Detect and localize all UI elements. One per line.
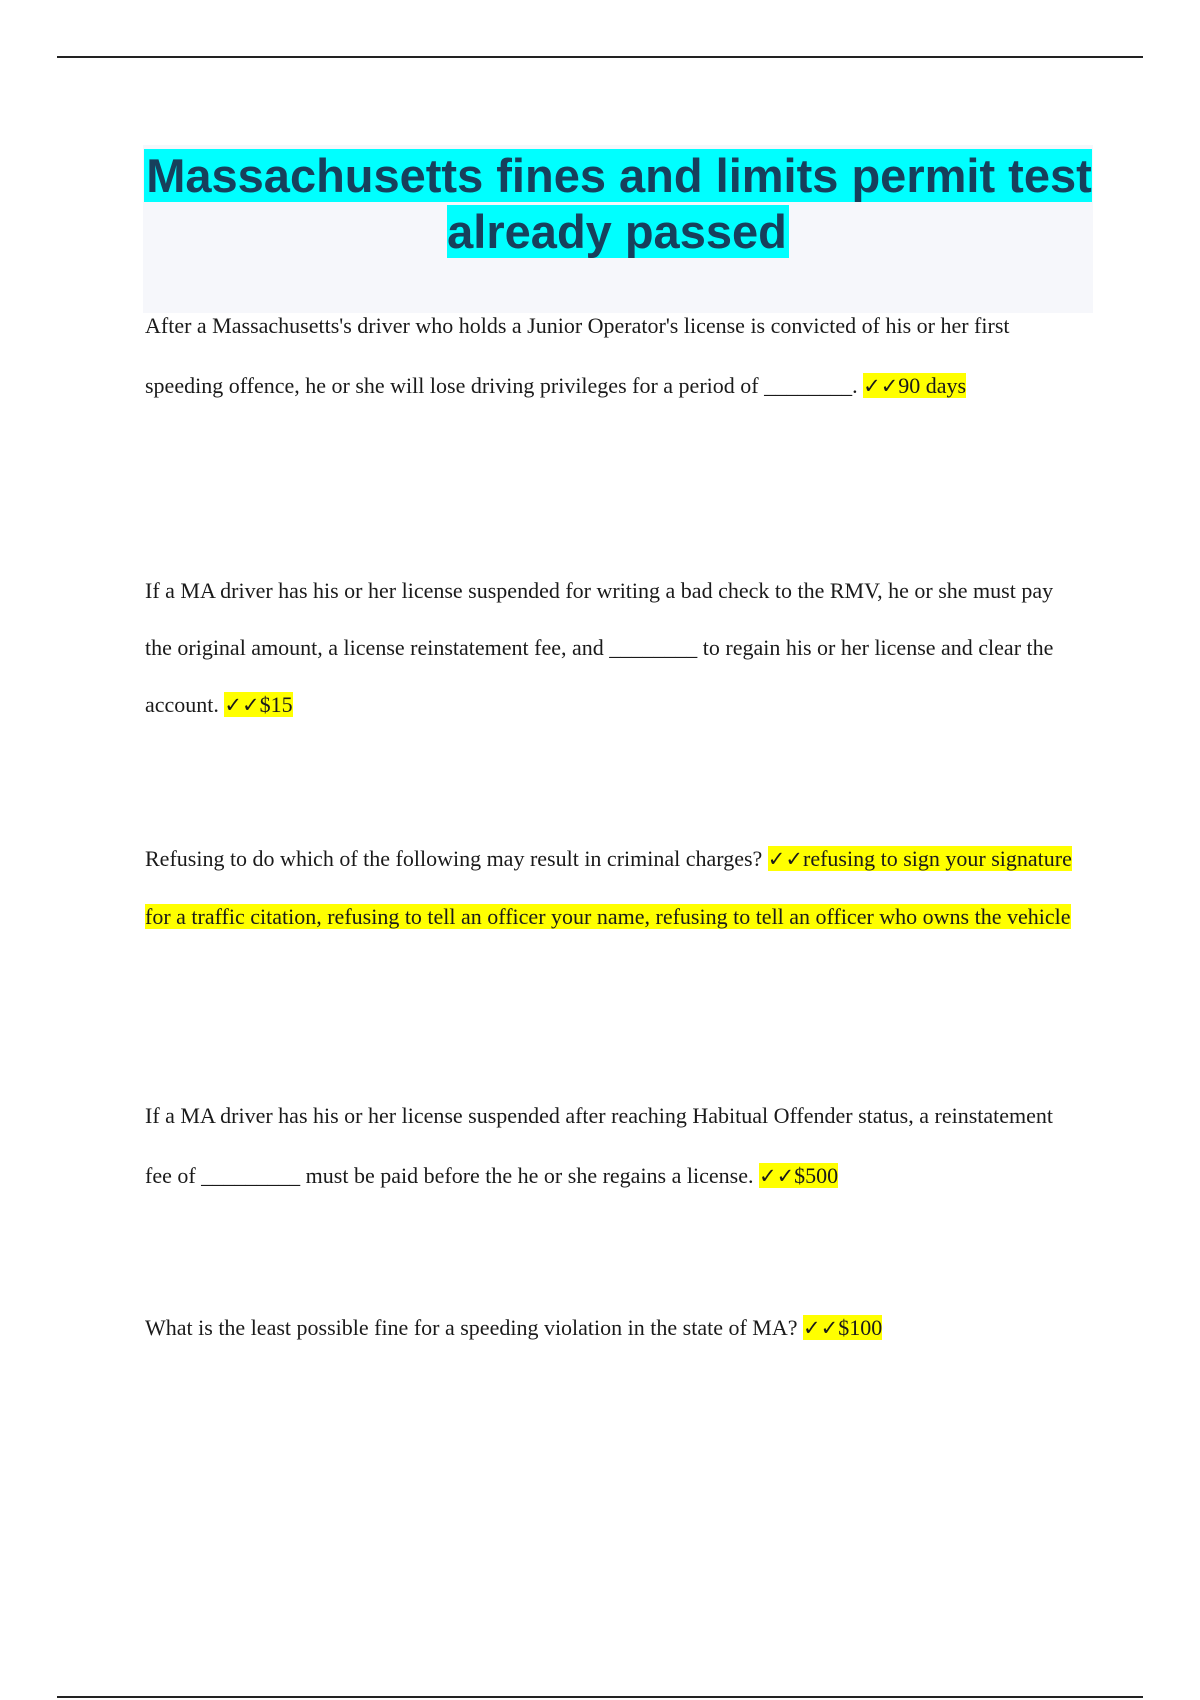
answer-2-text: $15 xyxy=(259,692,293,717)
qa-item-3 xyxy=(145,830,1075,945)
qa-item-1 xyxy=(145,296,1075,416)
question-4: If a MA driver has his or her license suspended after reaching Habitual Offender status, a reinstatement fee of _________ must be paid before the he or she regains a license. xyxy=(145,1103,1053,1188)
qa-item-4 xyxy=(145,1086,1075,1206)
document-title-text: Massachusetts fines and limits permit test already passed xyxy=(146,149,1092,258)
bottom-rule xyxy=(57,1696,1143,1698)
title-block xyxy=(143,145,1093,313)
check-mark-icon: ✓✓ xyxy=(863,374,899,398)
question-5: What is the least possible fine for a speeding violation in the state of MA? xyxy=(145,1315,798,1340)
question-3: Refusing to do which of the following may result in criminal charges? xyxy=(145,846,763,871)
answer-3-text: refusing to sign your signature for a traffic citation, refusing to tell an officer your name, refusing to tell an officer who owns the vehicle xyxy=(145,846,1072,929)
answer-1 xyxy=(863,373,966,398)
check-mark-icon: ✓✓ xyxy=(758,1164,795,1188)
answer-4-text: $500 xyxy=(794,1163,839,1188)
answer-1-text: 90 days xyxy=(898,373,967,398)
check-mark-icon: ✓✓ xyxy=(224,693,260,717)
qa-item-5 xyxy=(145,1298,1075,1358)
answer-5-text: $100 xyxy=(838,1315,883,1340)
answer-4 xyxy=(759,1163,838,1188)
question-1: After a Massachusetts's driver who holds a Junior Operator's license is convicted of his or her first speeding offence, he or she will lose driving privileges for a period of ________. xyxy=(145,313,1010,398)
top-rule xyxy=(57,56,1143,58)
document-title xyxy=(143,145,1093,260)
question-2: If a MA driver has his or her license suspended for writing a bad check to the RMV, he or she must pay the original amount, a license reinstatement fee, and ________ to regain his or her license and clear the account. xyxy=(145,578,1054,717)
check-mark-icon: ✓✓ xyxy=(767,847,803,871)
answer-2 xyxy=(224,692,292,717)
check-mark-icon: ✓✓ xyxy=(803,1316,839,1340)
qa-item-2 xyxy=(145,562,1075,734)
answer-5 xyxy=(803,1315,882,1340)
